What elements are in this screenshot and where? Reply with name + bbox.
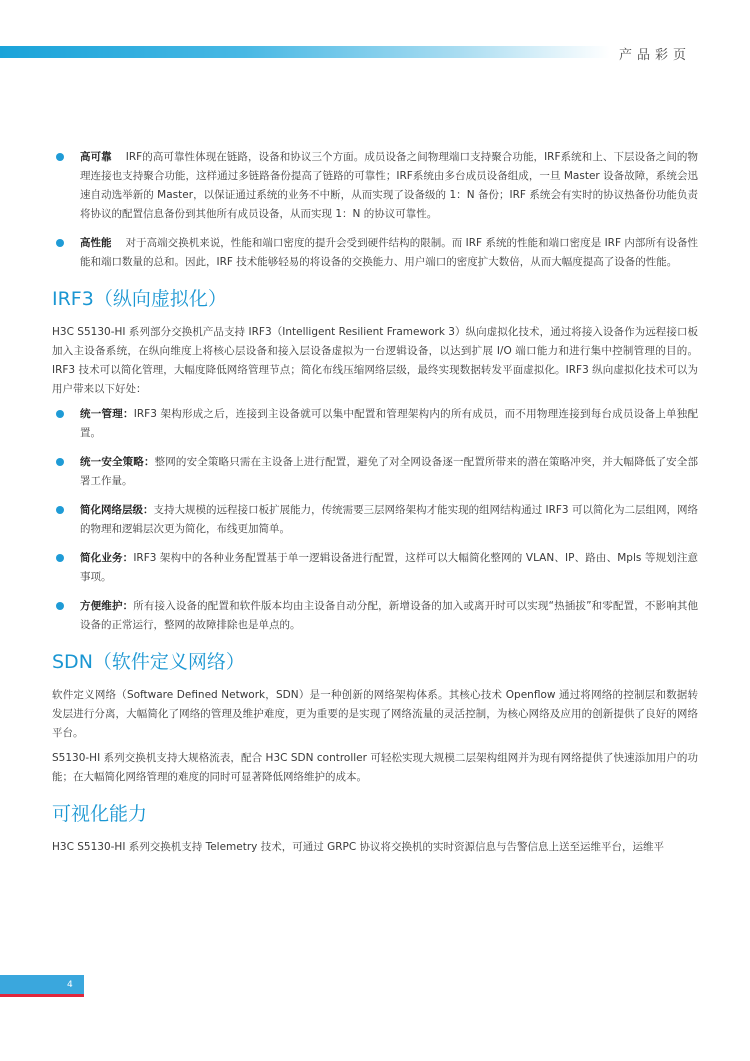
section-title-irf3: IRF3（纵向虚拟化） [52,288,227,310]
bullet-dot-icon [56,602,64,610]
paragraph: H3C S5130-HI 系列交换机支持 Telemetry 技术，可通过 GRPC 协议将交换机的实时资源信息与告警信息上送至运维平台，运维平 [52,841,664,853]
bullet-lead: 高性能 [80,237,112,249]
bullet-text: IRF的高可靠性体现在链路，设备和协议三个方面。成员设备之间物理端口支持聚合功能，IRF系统和上、下层设备之间的物理连接也支持聚合功能，这样通过多链路备份提高了链路的可靠性；IRF系统由多台成员设备组成，一旦 Master 设备故障，系统会迅速自动选举新的 Master，以保证通过系统的业务不中断，从而实现了设备级的 1：N 备份；IRF 系统会有实时的协议热备份功能负责将协议的配置信息备份到其他所有成员设备，从而实现 1：N 的协议可靠性。 [80,151,698,220]
bullet-simplified-services [52,549,698,587]
bullet-lead: 统一安全策略： [80,456,155,468]
bullet-dot-icon [56,506,64,514]
paragraph: S5130-HI 系列交换机支持大规格流表，配合 H3C SDN controller 可轻松实现大规模二层架构组网并为现有网络提供了快速添加用户的功能；在大幅简化网络管理的难度的同时可显著降低网络维护的成本。 [52,752,698,783]
bullet-high-reliability [52,148,698,224]
bullet-dot-icon [56,239,64,247]
bullet-text: 对于高端交换机来说，性能和端口密度的提升会受到硬件结构的限制。而 IRF 系统的性能和端口密度是 IRF 内部所有设备性能和端口数量的总和。因此，IRF 技术能够轻易的将设备的交换能力、用户端口的密度扩大数倍，从而大幅度提高了设备的性能。 [80,237,699,268]
bullet-text: IRF3 架构中的各种业务配置基于单一逻辑设备进行配置，这样可以大幅简化整网的 VLAN、IP、路由、Mpls 等规划注意事项。 [80,552,698,583]
bullet-dot-icon [56,410,64,418]
bullet-dot-icon [56,153,64,161]
bullet-text: 整网的安全策略只需在主设备上进行配置，避免了对全网设备逐一配置所带来的潜在策略冲突，并大幅降低了安全部署工作量。 [80,456,699,487]
bullet-easy-maintenance [52,597,698,635]
bullet-text: IRF3 架构形成之后，连接到主设备就可以集中配置和管理架构内的所有成员，而不用物理连接到每台成员设备上单独配置。 [80,408,698,439]
bullet-text: 支持大规模的远程接口板扩展能力，传统需要三层网络架构才能实现的组网结构通过 IRF3 可以简化为二层组网，网络的物理和逻辑层次更为简化，布线更加简单。 [80,504,698,535]
bullet-lead: 简化业务： [80,552,134,564]
bullet-unified-security [52,453,698,491]
paragraph: 软件定义网络（Software Defined Network，SDN）是一种创新的网络架构体系。其核心技术 Openflow 通过将网络的控制层和数据转发层进行分离，大幅简化了网络的管理及维护难度，更为重要的是实现了网络流量的灵活控制，为核心网络及应用的创新提供了良好的网络平台。 [52,689,698,739]
paragraph: H3C S5130-HI 系列部分交换机产品支持 IRF3（Intelligent Resilient Framework 3）纵向虚拟化技术，通过将接入设备作为远程接口板加入主设备系统，在纵向维度上将核心层设备和接入层设备虚拟为一台逻辑设备，以达到扩展 I/O 端口能力和进行集中控制管理的目的。IRF3 技术可以简化管理，大幅度降低网络管理节点；简化布线压缩网络层级，最终实现数据转发平面虚拟化。IRF3 纵向虚拟化技术可以为用户带来以下好处： [52,326,698,395]
section-title-sdn: SDN（软件定义网络） [52,651,245,673]
footer-line [0,994,84,997]
bullet-lead: 高可靠 [80,151,112,163]
header-title: 产品彩页 [619,48,692,63]
bullet-lead: 统一管理： [80,408,134,420]
page-content [52,148,698,863]
bullet-simplified-layers [52,501,698,539]
bullet-lead: 简化网络层级： [80,504,154,516]
bullet-high-performance [52,234,698,272]
page-number: 4 [67,980,73,990]
header-band [0,46,610,58]
bullet-text: 所有接入设备的配置和软件版本均由主设备自动分配，新增设备的加入或离开时可以实现“热插拔”和零配置，不影响其他设备的正常运行，整网的故障排除也是单点的。 [80,600,698,631]
bullet-dot-icon [56,554,64,562]
bullet-lead: 方便维护： [80,600,134,612]
bullet-dot-icon [56,458,64,466]
bullet-unified-management [52,405,698,443]
section-title-visualization: 可视化能力 [52,803,148,825]
